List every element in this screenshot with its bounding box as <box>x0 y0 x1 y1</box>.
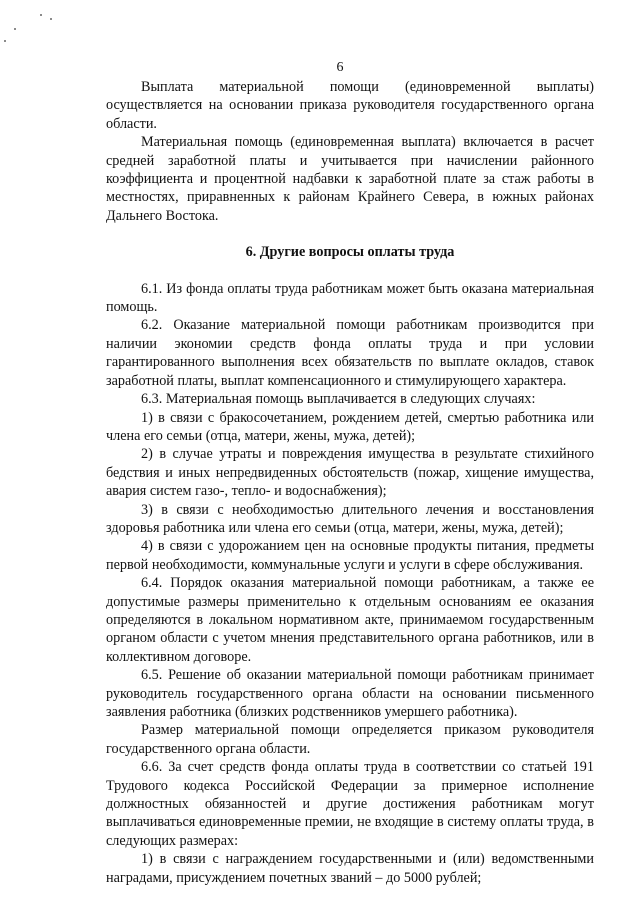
list-item-6-3-4: 4) в связи с удорожанием цен на основные продукты питания, предметы первой необходимости, коммунальные услуги и услуги в сфере обслуживания. <box>106 538 594 573</box>
paragraph-6-1: 6.1. Из фонда оплаты труда работникам может быть оказана материальная помощь. <box>106 280 594 316</box>
paragraph-6-5: 6.5. Решение об оказании материальной помощи работникам принимает руководитель государственного органа области на основании письменного заявления работника (близких родственников умершего работника). <box>106 667 594 720</box>
paragraph-6-2: 6.2. Оказание материальной помощи работникам производится при наличии экономии средств фонда оплаты труда и при условии гарантированного выполнения всех обязательств по выплате окладов, ставок заработной платы, выплат компенсационного и стимулирующего характера. <box>106 317 594 389</box>
paragraph-6-3: 6.3. Материальная помощь выплачивается в следующих случаях: <box>141 391 536 408</box>
scan-speck <box>4 40 6 42</box>
page-number: 6 <box>336 60 344 75</box>
list-item-6-3-3: 3) в связи с необходимостью длительного лечения и восстановления здоровья работника или члена его семьи (отца, матери, жены, мужа, детей); <box>106 501 594 536</box>
scan-speck <box>14 28 16 30</box>
paragraph-6-4: 6.4. Порядок оказания материальной помощи работникам, а также ее допустимые размеры применительно к отдельным основаниям ее оказания определяются в локальном нормативном акте, принимаемом государственным органом области с учетом мнения представительного органа работников, или в коллективном договоре. <box>106 575 594 665</box>
scan-speck <box>50 18 52 20</box>
paragraph-intro-2: Материальная помощь (единовременная выплата) включается в расчет средней заработной платы и учитывается при начислении районного коэффициента и процентной надбавки к заработной плате за стаж работы в местностях, приравненных к районам Крайнего Севера, в южных районах Дальнего Востока. <box>106 134 594 224</box>
paragraph-intro-1: Выплата материальной помощи (единовременной выплаты) осуществляется на основании приказа руководителя государственного органа области. <box>106 79 594 132</box>
list-item-6-6-1: 1) в связи с награждением государственными и (или) ведомственными наградами, присуждением почетных званий – до 5000 рублей; <box>106 851 594 886</box>
document-body <box>106 78 594 887</box>
paragraph-6-6: 6.6. За счет средств фонда оплаты труда в соответствии со статьей 191 Трудового кодекса Российской Федерации за примерное исполнение должностных обязанностей и другие достижения работникам могут выплачиваться единовременные премии, не входящие в систему оплаты труда, в следующих размерах: <box>106 759 594 849</box>
list-item-6-3-1: 1) в связи с бракосочетанием, рождением детей, смертью работника или члена его семьи (отца, матери, жены, мужа, детей); <box>106 409 594 444</box>
scan-speck <box>40 14 42 16</box>
paragraph-6-5-size: Размер материальной помощи определяется приказом руководителя государственного органа области. <box>106 722 594 757</box>
section-heading: 6. Другие вопросы оплаты труда <box>245 244 455 261</box>
list-item-6-3-2: 2) в случае утраты и повреждения имущества в результате стихийного бедствия и иных непредвиденных обстоятельств (пожар, хищение имущества, авария систем газо-, тепло- и водоснабжения); <box>106 446 594 500</box>
